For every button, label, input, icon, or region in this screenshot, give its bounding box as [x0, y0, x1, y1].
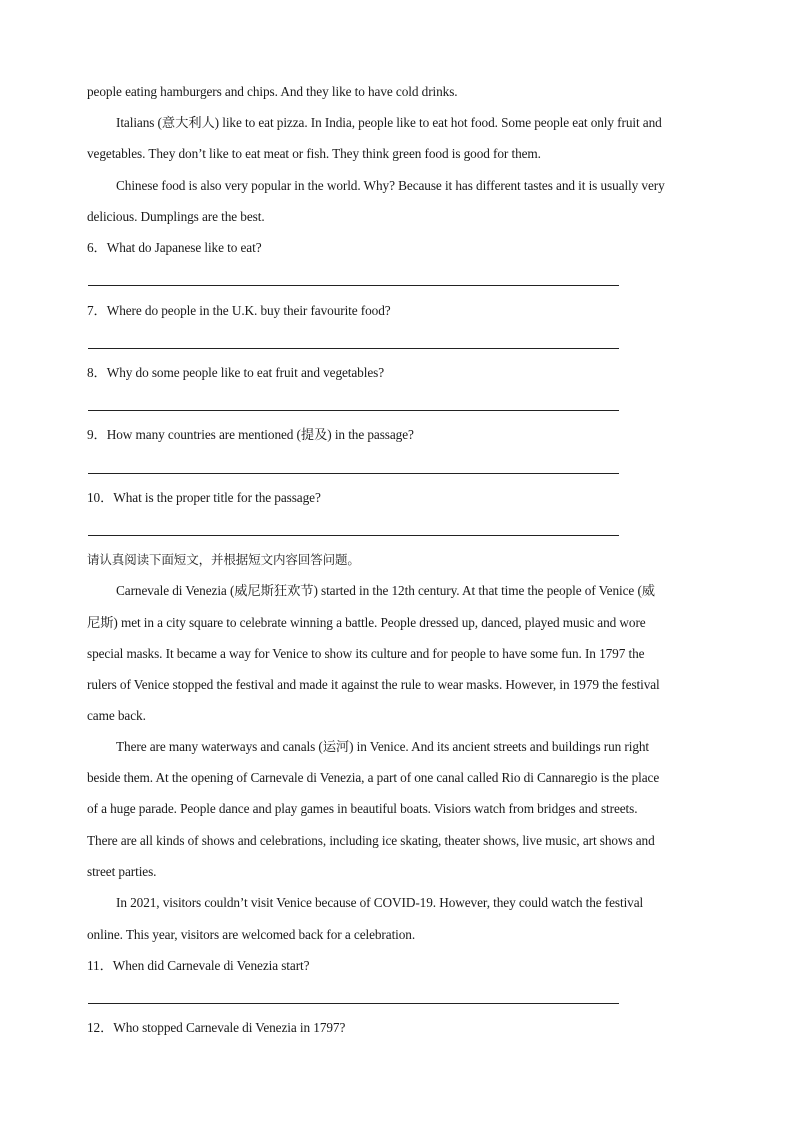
- passage2-line: There are all kinds of shows and celebrations, including ice skating, theater shows, live music, art shows and: [87, 833, 655, 848]
- instruction-text: 请认真阅读下面短文，并根据短文内容回答问题。: [87, 552, 360, 567]
- answer-line[interactable]: [88, 348, 619, 349]
- passage2-line: 尼斯) met in a city square to celebrate winning a battle. People dressed up, danced, played music and wore: [87, 615, 646, 630]
- answer-line[interactable]: [88, 1003, 619, 1004]
- passage2-line: rulers of Venice stopped the festival and made it against the rule to wear masks. However, in 1979 the festival: [87, 677, 660, 692]
- passage2-line: street parties.: [87, 864, 157, 879]
- question-11: 11．When did Carnevale di Venezia start?: [87, 958, 310, 973]
- answer-line[interactable]: [88, 535, 619, 536]
- passage2-line: special masks. It became a way for Venice to show its culture and for people to have some fun. In 1797 the: [87, 646, 645, 661]
- passage1-line: people eating hamburgers and chips. And they like to have cold drinks.: [87, 84, 458, 99]
- passage2-line: In 2021, visitors couldn’t visit Venice because of COVID-19. However, they could watch the festival: [116, 895, 644, 910]
- passage1-line: delicious. Dumplings are the best.: [87, 209, 265, 224]
- passage2-line: came back.: [87, 708, 146, 723]
- question-7: 7．Where do people in the U.K. buy their favourite food?: [87, 303, 391, 318]
- passage2-line: Carnevale di Venezia (威尼斯狂欢节) started in the 12th century. At that time the people of Venice (威: [116, 583, 655, 598]
- question-12: 12．Who stopped Carnevale di Venezia in 1797?: [87, 1020, 346, 1035]
- passage2-line: of a huge parade. People dance and play games in beautiful boats. Visiors watch from bridges and streets.: [87, 801, 638, 816]
- passage2-line: There are many waterways and canals (运河) in Venice. And its ancient streets and buildings run right: [116, 739, 650, 754]
- passage1-line: Chinese food is also very popular in the world. Why? Because it has different tastes and it is usually very: [116, 178, 665, 193]
- question-8: 8．Why do some people like to eat fruit and vegetables?: [87, 365, 385, 380]
- passage1-line: Italians (意大利人) like to eat pizza. In India, people like to eat hot food. Some people eat only fruit and: [116, 115, 662, 130]
- question-9: 9．How many countries are mentioned (提及) in the passage?: [87, 427, 414, 442]
- answer-line[interactable]: [88, 410, 619, 411]
- question-6: 6．What do Japanese like to eat?: [87, 240, 262, 255]
- passage2-line: online. This year, visitors are welcomed back for a celebration.: [87, 927, 416, 942]
- answer-line[interactable]: [88, 473, 619, 474]
- passage1-line: vegetables. They don’t like to eat meat or fish. They think green food is good for them.: [87, 146, 541, 161]
- passage2-line: beside them. At the opening of Carnevale di Venezia, a part of one canal called Rio di Cannaregio is the place: [87, 770, 660, 785]
- answer-line[interactable]: [88, 285, 619, 286]
- question-10: 10．What is the proper title for the passage?: [87, 490, 321, 505]
